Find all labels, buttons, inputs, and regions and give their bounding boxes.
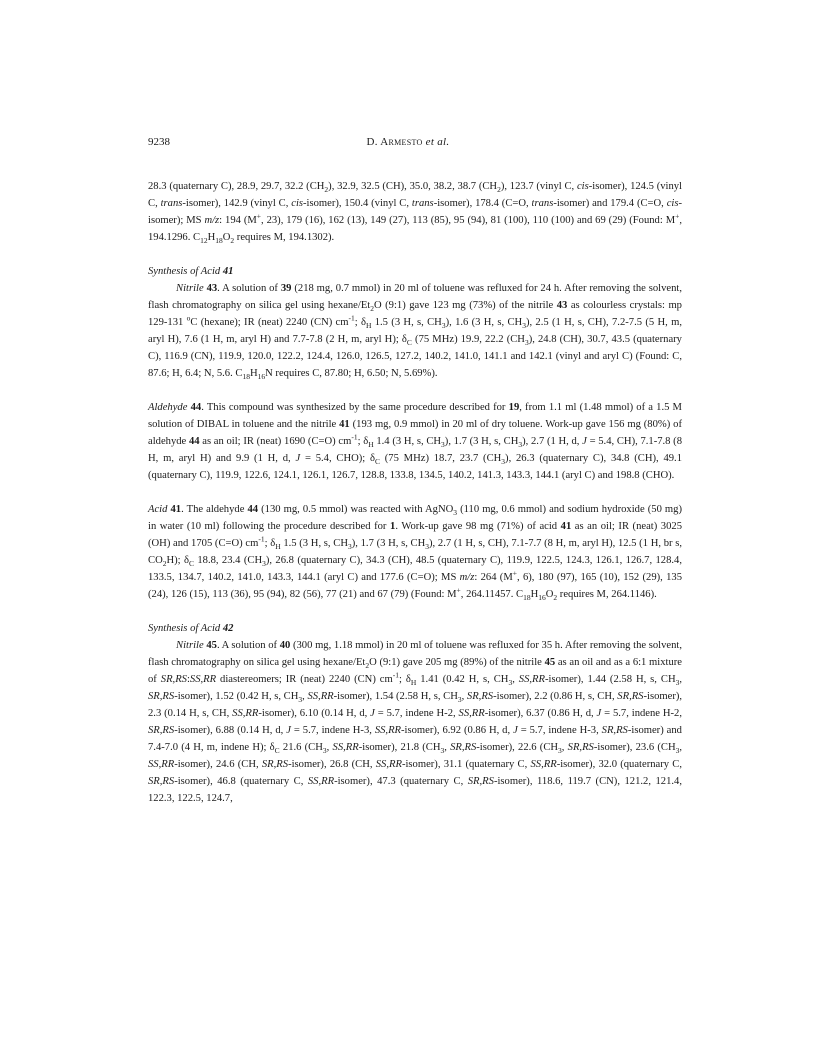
paragraph-13c-continuation: 28.3 (quaternary C), 28.9, 29.7, 32.2 $(CH_2)$, 32.9, 32.5 (CH), 35.0, 38.2, 38.7 $(CH_2)$, 123.7 (vinyl C, cis-isomer), 124.5 (vinyl C, trans-isomer), 142.9 (vinyl C, cis-isomer), 150.4 (vinyl C, trans-isomer), 178.4 (C=O, trans-isomer) and 179.4 (C=O, cis-isomer); MS m/z: 194 (M+, 23), 179 (16), 162 (13), 149 (27), 113 (85), 95 (94), 81 (100), 110 (100) and 69 (29) (Found: M+, 194.1296. $C_{12}H_{18}O_2$ requires M, 194.1302). bbox=[148, 181, 682, 246]
paragraph-nitrile-45: Nitrile 45. A solution of 40 (300 mg, 1.18 mmol) in 20 ml of toluene was refluxed for 35 h. After removing the solvent, flash chromatography on silica gel using hexane/$Et_2O$ (9:1) gave 205 mg (89%) of the nitrile 45 as an oil and as a 6:1 mixture of SR,RS:SS,RR diastereomers; IR (neat) 2240 (CN) $cm^{-1}$; $\delta_H$ 1.41 (0.42 H, s, $CH_3$, SS,RR-isomer), 1.44 (2.58 H, s, $CH_3$, SR,RS-isomer), 1.52 (0.42 H, s, $CH_3$, SS,RR-isomer), 1.54 (2.58 H, s, $CH_3$, SR,RS-isomer), 2.2 (0.86 H, s, CH, SR,RS-isomer), 2.3 (0.14 H, s, CH, SS,RR-isomer), 6.10 (0.14 H, d, J = 5.7, indene H-2, SS,RR-isomer), 6.37 (0.86 H, d, J = 5.7, indene H-2, SR,RS-isomer), 6.88 (0.14 H, d, J = 5.7, indene H-3, SS,RR-isomer), 6.92 (0.86 H, d, J = 5.7, indene H-3, SR,RS-isomer) and 7.4-7.0 (4 H, m, indene H); $\delta_C$ 21.6 ($CH_3$, SS,RR-isomer), 21.8 ($CH_3$, SR,RS-isomer), 22.6 ($CH_3$, SR,RS-isomer), 23.6 ($CH_3$, SS,RR-isomer), 24.6 (CH, SR,RS-isomer), 26.8 (CH, SS,RR-isomer), 31.1 (quaternary C, SS,RR-isomer), 32.0 (quaternary C, SR,RS-isomer), 46.8 (quaternary C, SS,RR-isomer), 47.3 (quaternary C, SR,RS-isomer), 118.6, 119.7 (CN), 121.2, 121.4, 122.3, 122.5, 124.7, bbox=[148, 640, 683, 804]
paragraph-nitrile-43: Nitrile 43. A solution of 39 (218 mg, 0.7 mmol) in 20 ml of toluene was refluxed for 24 h. After removing the solvent, flash chromatography on silica gel using hexane/$Et_2O$ (9:1) gave 123 mg (73%) of the nitrile 43 as colourless crystals: mp 129-131 $^o$C (hexane); IR (neat) 2240 (CN) $cm^{-1}$; $\delta_H$ 1.5 (3 H, s, $CH_3$), 1.6 (3 H, s, $CH_3$), 2.5 (1 H, s, CH), 7.2-7.5 (5 H, m, aryl H), 7.6 (1 H, m, aryl H) and 7.7-7.8 (2 H, m, aryl H); $\delta_C$ (75 MHz) 19.9, 22.2 $(CH_3)$, 24.8 (CH), 30.7, 43.5 (quaternary C), 116.9 (CN), 119.9, 120.0, 122.2, 124.4, 126.0, 126.5, 127.2, 140.2, 141.0, 141.1 and 142.1 (vinyl and aryl C) (Found: C, 87.6; H, 6.4; N, 5.6. $C_{18}H_{16}N$ requires C, 87.80; H, 6.50; N, 5.69%). bbox=[148, 283, 682, 382]
page-header bbox=[148, 134, 668, 150]
running-head: D. Armesto et al. bbox=[366, 136, 450, 148]
paragraph-acid-41: Acid 41. The aldehyde 44 (130 mg, 0.5 mmol) was reacted with AgNO$_3$ (110 mg, 0.6 mmol) and sodium hydroxide (50 mg) in water (10 ml) following the procedure described for 1. Work-up gave 98 mg (71%) of acid 41 as an oil; IR (neat) 3025 (OH) and 1705 (C=O) $cm^{-1}$; $\delta_H$ 1.5 (3 H, s, $CH_3$), 1.7 (3 H, s, $CH_3$), 2.7 (1 H, s, CH), 7.1-7.7 (8 H, m, aryl H), 12.5 (1 H, br s, $CO_2H$); $\delta_C$ 18.8, 23.4 $(CH_3)$, 26.8 (quaternary C), 34.3 (CH), 48.5 (quaternary C), 119.9, 122.5, 124.3, 126.1, 126.7, 128.4, 133.5, 134.7, 140.2, 141.0, 143.3, 144.1 (aryl C) and 177.6 (C=O); MS m/z: 264 (M+, 6), 180 (97), 165 (10), 152 (29), 135 (24), 126 (15), 113 (36), 95 (94), 82 (56), 77 (21) and 67 (79) (Found: M+, 264.11457. $C_{18}H_{16}O_2$ requires M, 264.1146). bbox=[148, 504, 682, 603]
section-heading-acid-41: Synthesis of Acid 41 bbox=[148, 266, 234, 277]
page-number: 9238 bbox=[148, 136, 170, 148]
paragraph-aldehyde-44: Aldehyde 44. This compound was synthesized by the same procedure described for 19, from 1.1 ml (1.48 mmol) of a 1.5 M solution of DIBAL in toluene and the nitrile 41 (193 mg, 0.9 mmol) in 20 ml of dry toluene. Work-up gave 156 mg (80%) of aldehyde 44 as an oil; IR (neat) 1690 (C=O) $cm^{-1}$; $\delta_H$ 1.4 (3 H, s, $CH_3$), 1.7 (3 H, s, $CH_3$), 2.7 (1 H, d, J = 5.4, CH), 7.1-7.8 (8 H, m, aryl H) and 9.9 (1 H, d, J = 5.4, CHO); $\delta_C$ (75 MHz) 18.7, 23.7 $(CH_3)$, 26.3 (quaternary C), 34.8 (CH), 49.1 (quaternary C), 119.9, 122.6, 124.1, 126.1, 126.7, 128.8, 133.8, 134.5, 140.2, 141.3, 143.3, 144.1 (aryl C) and 198.8 (CHO). bbox=[148, 402, 682, 481]
section-heading-acid-42: Synthesis of Acid 42 bbox=[148, 623, 234, 634]
body-text bbox=[148, 178, 682, 807]
